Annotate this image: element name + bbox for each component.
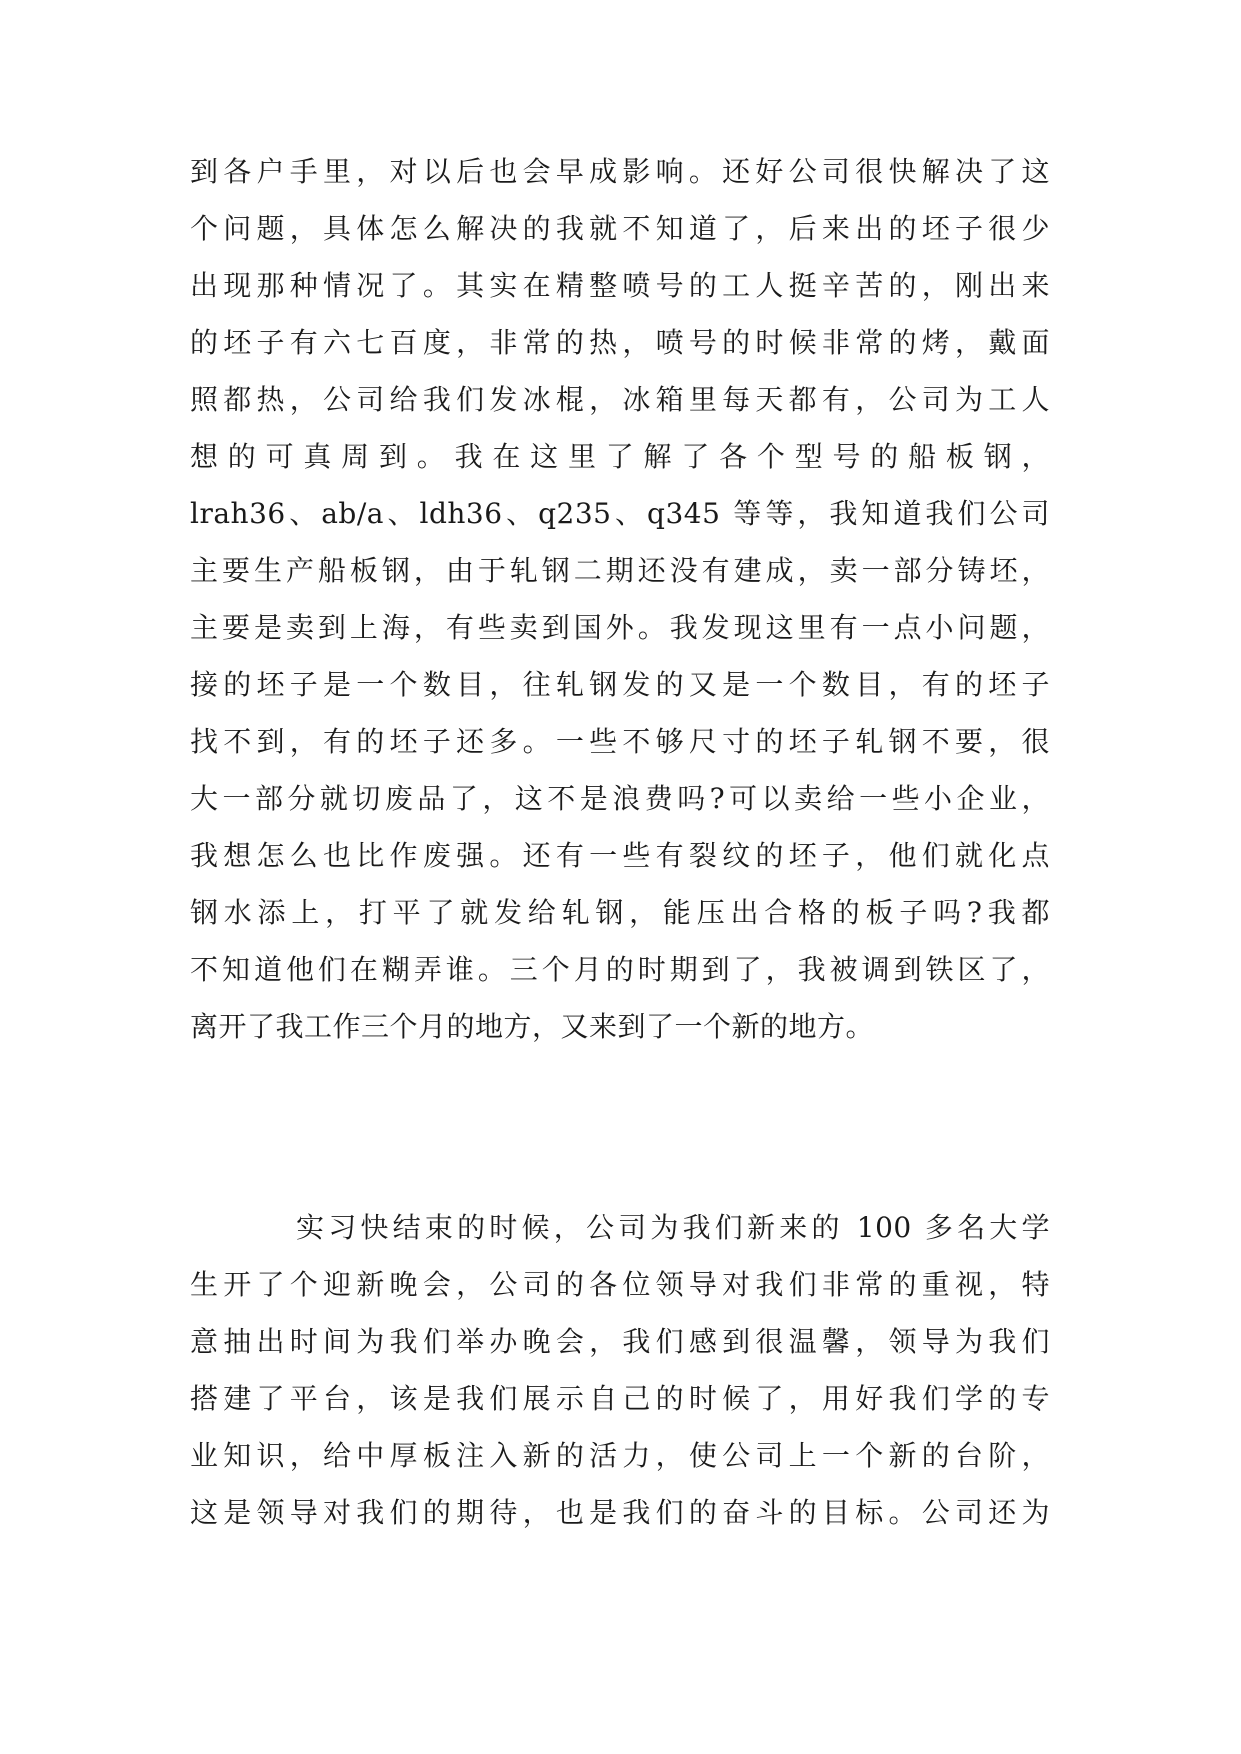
text-line: 照都热，公司给我们发冰棍，冰箱里每天都有，公司为工人 (190, 383, 1050, 416)
text-line: 出现那种情况了。其实在精整喷号的工人挺辛苦的，刚出来 (190, 269, 1050, 302)
text-line: 离开了我工作三个月的地方，又来到了一个新的地方。 (190, 1010, 875, 1043)
text-line: 个问题，具体怎么解决的我就不知道了，后来出的坯子很少 (190, 212, 1050, 245)
text-line: 实习快结束的时候，公司为我们新来的 100 多名大学 (296, 1211, 1050, 1244)
text-line: 生开了个迎新晚会，公司的各位领导对我们非常的重视，特 (190, 1268, 1050, 1301)
text-line: lrah36、ab/a、ldh36、q235、q345 等等，我知道我们公司 (190, 497, 1050, 530)
text-line: 的坯子有六七百度，非常的热，喷号的时候非常的烤，戴面 (190, 326, 1050, 359)
text-line: 我想怎么也比作废强。还有一些有裂纹的坯子，他们就化点 (190, 839, 1050, 872)
text-line: 到各户手里，对以后也会早成影响。还好公司很快解决了这 (190, 155, 1050, 188)
text-line: 大一部分就切废品了，这不是浪费吗?可以卖给一些小企业， (190, 782, 1050, 815)
text-line: 钢水添上，打平了就发给轧钢，能压出合格的板子吗?我都 (190, 896, 1050, 929)
text-line: 不知道他们在糊弄谁。三个月的时期到了，我被调到铁区了， (190, 953, 1050, 986)
text-line: 接的坯子是一个数目，往轧钢发的又是一个数目，有的坯子 (190, 668, 1050, 701)
text-line: 主要生产船板钢，由于轧钢二期还没有建成，卖一部分铸坯， (190, 554, 1050, 587)
text-line: 这是领导对我们的期待，也是我们的奋斗的目标。公司还为 (190, 1496, 1050, 1529)
text-line: 找不到，有的坯子还多。一些不够尺寸的坯子轧钢不要，很 (190, 725, 1050, 758)
text-line: 意抽出时间为我们举办晚会，我们感到很温馨，领导为我们 (190, 1325, 1050, 1358)
text-line: 搭建了平台，该是我们展示自己的时候了，用好我们学的专 (190, 1382, 1050, 1415)
text-line: 主要是卖到上海，有些卖到国外。我发现这里有一点小问题， (190, 611, 1050, 644)
text-line: 想的可真周到。我在这里了解了各个型号的船板钢， (190, 440, 1050, 473)
text-line: 业知识，给中厚板注入新的活力，使公司上一个新的台阶， (190, 1439, 1050, 1472)
